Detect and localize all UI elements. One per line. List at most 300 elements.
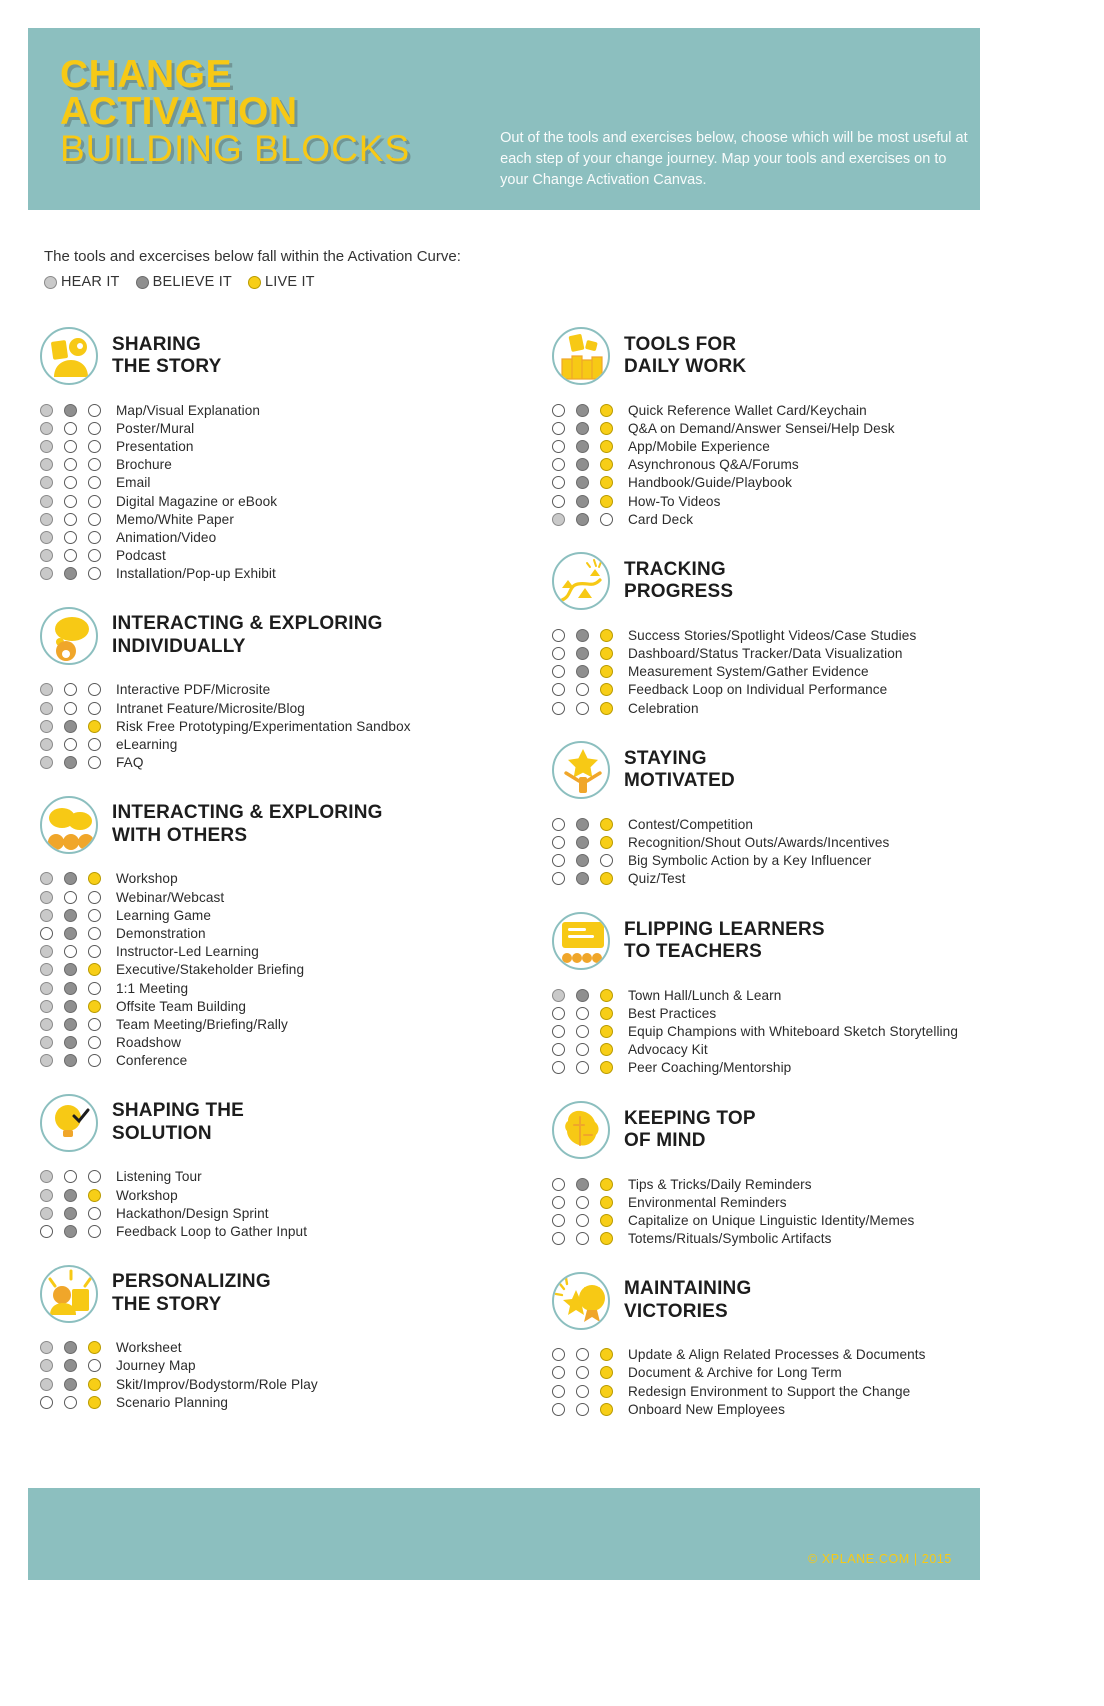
hear-it-dot-filled[interactable] (40, 476, 53, 489)
live-it-dot-empty[interactable] (600, 513, 613, 526)
hear-it-dot-filled[interactable] (40, 683, 53, 696)
list-item[interactable] (40, 961, 492, 979)
hear-it-dot-filled[interactable] (40, 458, 53, 471)
list-item[interactable] (40, 1357, 492, 1375)
list-item[interactable] (552, 474, 1004, 492)
live-it-dot-empty[interactable] (88, 683, 101, 696)
hear-it-dot-empty[interactable] (552, 1043, 565, 1056)
believe-it-dot-empty[interactable] (576, 1025, 589, 1038)
section-header (552, 1270, 1004, 1332)
hear-it-dot-filled[interactable] (40, 531, 53, 544)
hear-it-dot-filled[interactable] (40, 1018, 53, 1031)
hear-it-dot-filled[interactable] (40, 702, 53, 715)
live-it-dot-filled[interactable] (600, 989, 613, 1002)
believe-it-dot-filled[interactable] (64, 1189, 77, 1202)
believe-it-dot-filled[interactable] (576, 629, 589, 642)
hear-it-dot-empty[interactable] (552, 1025, 565, 1038)
hear-it-dot-filled[interactable] (552, 513, 565, 526)
believe-it-dot-filled[interactable] (64, 1378, 77, 1391)
hear-it-dot-filled[interactable] (40, 1170, 53, 1183)
believe-it-dot-empty[interactable] (576, 1214, 589, 1227)
list-item[interactable] (40, 528, 492, 546)
believe-it-dot-filled[interactable] (64, 567, 77, 580)
believe-it-dot-empty[interactable] (576, 683, 589, 696)
section (552, 1099, 1004, 1248)
item-label: Tips & Tricks/Daily Reminders (628, 1176, 812, 1192)
believe-it-dot-empty[interactable] (64, 549, 77, 562)
believe-it-dot-filled[interactable] (64, 963, 77, 976)
list-item[interactable] (552, 456, 1004, 474)
list-item[interactable] (40, 1222, 492, 1240)
believe-it-dot-filled[interactable] (64, 1207, 77, 1220)
live-it-dot-filled[interactable] (600, 1366, 613, 1379)
live-it-dot-empty[interactable] (88, 927, 101, 940)
header-banner (28, 28, 980, 210)
live-it-dot-empty[interactable] (88, 531, 101, 544)
live-it-dot-empty[interactable] (88, 1170, 101, 1183)
activation-dots (552, 854, 628, 867)
live-it-dot-empty[interactable] (88, 404, 101, 417)
section-title (112, 613, 383, 658)
live-it-dot-filled[interactable] (600, 872, 613, 885)
list-item[interactable] (552, 1382, 1004, 1400)
hear-it-dot-filled[interactable] (40, 1054, 53, 1067)
list-item[interactable] (40, 1052, 492, 1070)
believe-it-dot-empty[interactable] (576, 702, 589, 715)
believe-it-dot-filled[interactable] (576, 818, 589, 831)
live-it-dot-filled[interactable] (600, 440, 613, 453)
live-it-dot-empty[interactable] (88, 422, 101, 435)
list-item[interactable] (552, 1022, 1004, 1040)
believe-it-dot-empty[interactable] (576, 1061, 589, 1074)
believe-it-dot-filled[interactable] (576, 476, 589, 489)
hear-it-dot-filled[interactable] (40, 1378, 53, 1391)
list-item[interactable] (552, 986, 1004, 1004)
list-item[interactable] (552, 663, 1004, 681)
activation-dots (552, 422, 628, 435)
list-item[interactable] (552, 870, 1004, 888)
section (40, 605, 492, 772)
live-it-dot-filled[interactable] (88, 963, 101, 976)
list-item[interactable] (552, 699, 1004, 717)
hear-it-dot-filled[interactable] (40, 945, 53, 958)
item-label: Team Meeting/Briefing/Rally (116, 1016, 288, 1032)
hear-it-dot-empty[interactable] (40, 1396, 53, 1409)
believe-it-dot-filled[interactable] (576, 1178, 589, 1191)
live-it-dot-filled[interactable] (600, 683, 613, 696)
live-it-dot-empty[interactable] (88, 567, 101, 580)
live-it-dot-filled[interactable] (600, 458, 613, 471)
live-it-dot-filled[interactable] (600, 629, 613, 642)
list-item[interactable] (552, 1230, 1004, 1248)
live-it-dot-filled[interactable] (600, 702, 613, 715)
believe-it-dot-filled[interactable] (64, 1036, 77, 1049)
list-item[interactable] (40, 437, 492, 455)
list-item[interactable] (40, 699, 492, 717)
believe-it-dot-filled[interactable] (64, 1054, 77, 1067)
live-it-dot-filled[interactable] (600, 1025, 613, 1038)
activation-dots (40, 1054, 116, 1067)
list-item[interactable] (40, 492, 492, 510)
hear-it-dot-filled[interactable] (40, 738, 53, 751)
activation-dots (40, 927, 116, 940)
believe-it-dot-empty[interactable] (64, 1170, 77, 1183)
hear-it-dot-empty[interactable] (40, 1225, 53, 1238)
hear-it-dot-filled[interactable] (40, 756, 53, 769)
hear-it-dot-empty[interactable] (552, 458, 565, 471)
believe-it-dot-filled[interactable] (576, 647, 589, 660)
activation-dots (552, 629, 628, 642)
item-label: Demonstration (116, 925, 206, 941)
list-item[interactable] (552, 1364, 1004, 1382)
hear-it-dot-empty[interactable] (552, 629, 565, 642)
item-label: Executive/Stakeholder Briefing (116, 962, 305, 978)
list-item[interactable] (40, 474, 492, 492)
live-it-dot-filled[interactable] (600, 836, 613, 849)
live-it-dot-empty[interactable] (88, 738, 101, 751)
list-item[interactable] (552, 1193, 1004, 1211)
hear-it-dot-filled[interactable] (40, 513, 53, 526)
list-item[interactable] (40, 1339, 492, 1357)
left-column (40, 325, 492, 1440)
live-it-dot-filled[interactable] (600, 665, 613, 678)
believe-it-dot-filled[interactable] (64, 720, 77, 733)
hear-it-dot-empty[interactable] (552, 818, 565, 831)
item-label: Measurement System/Gather Evidence (628, 664, 869, 680)
list-item[interactable] (40, 943, 492, 961)
list-item[interactable] (40, 547, 492, 565)
live-it-dot-empty[interactable] (88, 458, 101, 471)
believe-it-dot-filled[interactable] (576, 440, 589, 453)
section-title-line-2: THE STORY (112, 356, 222, 377)
section-title-line-2: THE STORY (112, 1293, 222, 1315)
list-item[interactable] (40, 510, 492, 528)
activation-dots (40, 531, 116, 544)
hear-it-dot-empty[interactable] (552, 1196, 565, 1209)
list-item[interactable] (40, 906, 492, 924)
hear-it-dot-filled[interactable] (552, 989, 565, 1002)
believe-it-dot-empty[interactable] (576, 1196, 589, 1209)
live-it-dot-filled[interactable] (600, 422, 613, 435)
hear-it-dot-empty[interactable] (552, 872, 565, 885)
activation-dots (552, 872, 628, 885)
believe-it-dot-filled[interactable] (64, 927, 77, 940)
believe-it-dot-empty[interactable] (64, 945, 77, 958)
live-it-dot-empty[interactable] (88, 513, 101, 526)
list-item[interactable] (552, 510, 1004, 528)
hear-it-dot-filled[interactable] (40, 963, 53, 976)
believe-it-dot-filled[interactable] (64, 1000, 77, 1013)
activation-dots (40, 945, 116, 958)
hear-it-dot-filled[interactable] (40, 1036, 53, 1049)
list-item[interactable] (40, 924, 492, 942)
activation-dots (552, 683, 628, 696)
live-it-dot-filled[interactable] (600, 1061, 613, 1074)
hear-it-dot-empty[interactable] (552, 1178, 565, 1191)
live-it-dot-empty[interactable] (88, 440, 101, 453)
list-item[interactable] (40, 1034, 492, 1052)
list-item[interactable] (552, 401, 1004, 419)
list-item[interactable] (40, 735, 492, 753)
live-it-dot-filled[interactable] (88, 1341, 101, 1354)
live-it-dot-filled[interactable] (600, 1385, 613, 1398)
live-it-dot-empty[interactable] (88, 909, 101, 922)
hear-it-dot-filled[interactable] (40, 549, 53, 562)
item-label: Dashboard/Status Tracker/Data Visualization (628, 646, 903, 662)
hear-it-dot-empty[interactable] (552, 647, 565, 660)
list-item[interactable] (40, 1204, 492, 1222)
live-it-dot-filled[interactable] (88, 1000, 101, 1013)
hear-it-dot-empty[interactable] (40, 927, 53, 940)
section-header (40, 794, 492, 856)
live-it-dot-filled[interactable] (600, 1232, 613, 1245)
item-label: Redesign Environment to Support the Change (628, 1383, 911, 1399)
list-item[interactable] (40, 888, 492, 906)
believe-it-dot-empty[interactable] (576, 1043, 589, 1056)
live-it-dot-empty[interactable] (600, 854, 613, 867)
live-it-dot-empty[interactable] (88, 1036, 101, 1049)
hear-it-dot-empty[interactable] (552, 476, 565, 489)
item-label: Update & Align Related Processes & Documents (628, 1347, 926, 1363)
live-it-dot-filled[interactable] (600, 476, 613, 489)
hear-it-dot-filled[interactable] (40, 495, 53, 508)
content-columns (40, 325, 1050, 1440)
hear-it-dot-empty[interactable] (552, 495, 565, 508)
believe-it-dot-filled[interactable] (64, 872, 77, 885)
list-item[interactable] (552, 626, 1004, 644)
item-list (552, 401, 1004, 528)
believe-it-dot-filled[interactable] (64, 1018, 77, 1031)
live-it-dot-filled[interactable] (600, 647, 613, 660)
list-item[interactable] (40, 717, 492, 735)
hear-it-dot-filled[interactable] (40, 1189, 53, 1202)
live-it-dot-filled[interactable] (88, 1378, 101, 1391)
hear-it-dot-empty[interactable] (552, 440, 565, 453)
list-item[interactable] (40, 870, 492, 888)
list-item[interactable] (40, 754, 492, 772)
live-it-dot-filled[interactable] (600, 1196, 613, 1209)
live-it-dot-empty[interactable] (88, 495, 101, 508)
live-it-dot-filled[interactable] (88, 1189, 101, 1202)
list-item[interactable] (552, 437, 1004, 455)
list-item[interactable] (40, 1168, 492, 1186)
hear-it-dot-empty[interactable] (552, 665, 565, 678)
list-item[interactable] (552, 833, 1004, 851)
activation-dots (552, 647, 628, 660)
believe-it-dot-empty[interactable] (64, 683, 77, 696)
hear-it-dot-empty[interactable] (552, 1403, 565, 1416)
hear-it-dot-filled[interactable] (40, 567, 53, 580)
item-label: Advocacy Kit (628, 1042, 708, 1058)
live-it-dot-filled[interactable] (600, 1007, 613, 1020)
believe-it-dot-empty[interactable] (64, 1396, 77, 1409)
section-title-line-1: KEEPING TOP (624, 1107, 756, 1129)
believe-it-dot-empty[interactable] (576, 1385, 589, 1398)
hear-it-dot-empty[interactable] (552, 1061, 565, 1074)
believe-it-dot-filled[interactable] (576, 404, 589, 417)
hear-it-dot-empty[interactable] (552, 404, 565, 417)
list-item[interactable] (40, 979, 492, 997)
hear-it-dot-empty[interactable] (552, 836, 565, 849)
hear-it-dot-filled[interactable] (40, 422, 53, 435)
believe-it-dot-empty[interactable] (576, 1366, 589, 1379)
live-it-dot-empty[interactable] (88, 1018, 101, 1031)
list-item[interactable] (40, 1186, 492, 1204)
live-it-dot-filled[interactable] (600, 818, 613, 831)
believe-it-dot-filled[interactable] (64, 756, 77, 769)
believe-it-dot-filled[interactable] (576, 854, 589, 867)
live-it-dot-empty[interactable] (88, 1207, 101, 1220)
legend-dot-live-icon (248, 276, 261, 289)
believe-it-dot-empty[interactable] (576, 1348, 589, 1361)
hear-it-dot-filled[interactable] (40, 891, 53, 904)
believe-it-dot-filled[interactable] (576, 422, 589, 435)
item-label: Animation/Video (116, 529, 217, 545)
activation-dots (40, 1396, 116, 1409)
list-item[interactable] (40, 997, 492, 1015)
hear-it-dot-filled[interactable] (40, 872, 53, 885)
hear-it-dot-empty[interactable] (552, 1214, 565, 1227)
list-item[interactable] (552, 419, 1004, 437)
believe-it-dot-filled[interactable] (576, 458, 589, 471)
live-it-dot-empty[interactable] (88, 982, 101, 995)
believe-it-dot-filled[interactable] (64, 1225, 77, 1238)
live-it-dot-empty[interactable] (88, 1054, 101, 1067)
hear-it-dot-filled[interactable] (40, 440, 53, 453)
hear-it-dot-empty[interactable] (552, 1366, 565, 1379)
believe-it-dot-empty[interactable] (64, 495, 77, 508)
section (40, 1092, 492, 1241)
list-item[interactable] (552, 1059, 1004, 1077)
believe-it-dot-filled[interactable] (576, 513, 589, 526)
item-list (40, 1339, 492, 1412)
hear-it-dot-empty[interactable] (552, 1348, 565, 1361)
live-it-dot-filled[interactable] (600, 495, 613, 508)
believe-it-dot-filled[interactable] (576, 989, 589, 1002)
believe-it-dot-empty[interactable] (64, 738, 77, 751)
list-item[interactable] (552, 815, 1004, 833)
live-it-dot-filled[interactable] (88, 1396, 101, 1409)
hear-it-dot-filled[interactable] (40, 909, 53, 922)
believe-it-dot-filled[interactable] (576, 872, 589, 885)
list-item[interactable] (40, 1015, 492, 1033)
live-it-dot-empty[interactable] (88, 476, 101, 489)
item-label: Best Practices (628, 1005, 717, 1021)
live-it-dot-filled[interactable] (600, 1214, 613, 1227)
legend-caption: The tools and excercises below fall within the Activation Curve: (44, 248, 461, 265)
live-it-dot-empty[interactable] (88, 1359, 101, 1372)
believe-it-dot-filled[interactable] (64, 909, 77, 922)
believe-it-dot-filled[interactable] (64, 1341, 77, 1354)
list-item[interactable] (40, 401, 492, 419)
believe-it-dot-empty[interactable] (64, 513, 77, 526)
hear-it-dot-filled[interactable] (40, 1207, 53, 1220)
live-it-dot-filled[interactable] (600, 1348, 613, 1361)
live-it-dot-empty[interactable] (88, 549, 101, 562)
list-item[interactable] (552, 1211, 1004, 1229)
activation-dots (552, 440, 628, 453)
list-item[interactable] (40, 1375, 492, 1393)
list-item[interactable] (40, 565, 492, 583)
item-label: Equip Champions with Whiteboard Sketch Storytelling (628, 1023, 959, 1039)
hear-it-dot-filled[interactable] (40, 720, 53, 733)
section-title (112, 802, 383, 847)
live-it-dot-empty[interactable] (88, 945, 101, 958)
live-it-dot-filled[interactable] (600, 404, 613, 417)
list-item[interactable] (40, 456, 492, 474)
hear-it-dot-empty[interactable] (552, 683, 565, 696)
believe-it-dot-empty[interactable] (576, 1232, 589, 1245)
believe-it-dot-filled[interactable] (64, 1359, 77, 1372)
live-it-dot-empty[interactable] (88, 1225, 101, 1238)
list-item[interactable] (40, 419, 492, 437)
believe-it-dot-empty[interactable] (64, 891, 77, 904)
live-it-dot-filled[interactable] (600, 1403, 613, 1416)
list-item[interactable] (552, 1175, 1004, 1193)
believe-it-dot-empty[interactable] (64, 422, 77, 435)
believe-it-dot-filled[interactable] (64, 982, 77, 995)
live-it-dot-empty[interactable] (88, 891, 101, 904)
lightbulb-check-icon (40, 1094, 98, 1152)
list-item[interactable] (552, 1346, 1004, 1364)
live-it-dot-empty[interactable] (88, 702, 101, 715)
hear-it-dot-filled[interactable] (40, 982, 53, 995)
list-item[interactable] (552, 492, 1004, 510)
live-it-dot-filled[interactable] (88, 872, 101, 885)
hear-it-dot-empty[interactable] (552, 422, 565, 435)
hear-it-dot-filled[interactable] (40, 404, 53, 417)
list-item[interactable] (552, 1400, 1004, 1418)
list-item[interactable] (552, 645, 1004, 663)
activation-dots (40, 404, 116, 417)
list-item[interactable] (40, 1393, 492, 1411)
believe-it-dot-empty[interactable] (64, 531, 77, 544)
section-title-line-1: TOOLS FOR (624, 333, 737, 355)
live-it-dot-filled[interactable] (600, 1178, 613, 1191)
item-label: Instructor-Led Learning (116, 944, 259, 960)
hear-it-dot-empty[interactable] (552, 1385, 565, 1398)
list-item[interactable] (552, 852, 1004, 870)
believe-it-dot-filled[interactable] (64, 404, 77, 417)
believe-it-dot-empty[interactable] (576, 1403, 589, 1416)
list-item[interactable] (552, 681, 1004, 699)
believe-it-dot-empty[interactable] (576, 1007, 589, 1020)
believe-it-dot-filled[interactable] (576, 836, 589, 849)
believe-it-dot-empty[interactable] (64, 702, 77, 715)
believe-it-dot-filled[interactable] (576, 665, 589, 678)
live-it-dot-filled[interactable] (88, 720, 101, 733)
believe-it-dot-empty[interactable] (64, 440, 77, 453)
hear-it-dot-filled[interactable] (40, 1359, 53, 1372)
hear-it-dot-empty[interactable] (552, 702, 565, 715)
believe-it-dot-filled[interactable] (576, 495, 589, 508)
hear-it-dot-filled[interactable] (40, 1341, 53, 1354)
list-item[interactable] (552, 1041, 1004, 1059)
list-item[interactable] (552, 1004, 1004, 1022)
believe-it-dot-empty[interactable] (64, 476, 77, 489)
section-title-line-1: INTERACTING & EXPLORING (112, 613, 383, 635)
section-title-line-1: SHARING (112, 333, 202, 355)
activation-dots (552, 1232, 628, 1245)
live-it-dot-empty[interactable] (88, 756, 101, 769)
believe-it-dot-empty[interactable] (64, 458, 77, 471)
list-item[interactable] (40, 681, 492, 699)
hear-it-dot-empty[interactable] (552, 854, 565, 867)
hear-it-dot-filled[interactable] (40, 1000, 53, 1013)
hear-it-dot-empty[interactable] (552, 1007, 565, 1020)
hear-it-dot-empty[interactable] (552, 1232, 565, 1245)
live-it-dot-filled[interactable] (600, 1043, 613, 1056)
